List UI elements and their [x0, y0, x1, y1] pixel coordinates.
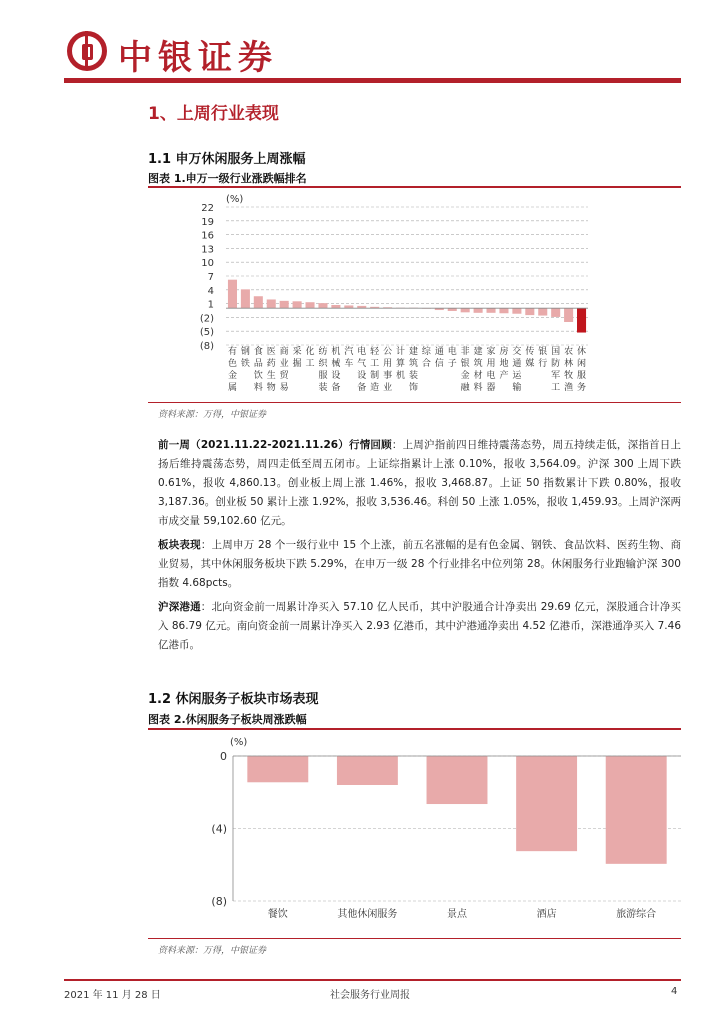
x-tick-label: 电子 [447, 347, 457, 369]
stock-connect-paragraph [158, 598, 681, 655]
bank-logo [67, 31, 107, 71]
logo-bar-mark [85, 31, 88, 67]
x-tick-label: 采掘 [292, 347, 302, 369]
bar [461, 308, 470, 312]
bar [280, 301, 289, 308]
x-tick-label: 通信 [434, 347, 444, 369]
y-tick-label: (5) [199, 327, 214, 339]
x-tick-label: 轻工制造 [370, 347, 380, 393]
footer-page-number: 4 [671, 986, 678, 997]
bar [525, 308, 534, 315]
bar [228, 280, 237, 309]
figure-1-source: 资料来源：万得，中银证券 [158, 410, 267, 420]
brand-name: 中银证券 [118, 38, 278, 78]
figure-2-source: 资料来源：万得，中银证券 [158, 946, 267, 956]
x-tick-label: 其他休闲服务 [337, 909, 398, 920]
x-tick-label: 食品饮料 [253, 347, 263, 393]
bar [448, 308, 457, 311]
x-tick-label: 公用事业 [383, 347, 393, 393]
footer-report-name: 社会服务行业周报 [330, 990, 410, 1001]
sector-performance-paragraph [158, 536, 681, 593]
y-tick-label: 22 [201, 203, 214, 214]
x-tick-label: 家用电器 [486, 347, 496, 393]
x-tick-label: 综合 [421, 347, 431, 369]
bar [267, 299, 276, 308]
bar [306, 302, 315, 308]
bar [499, 308, 508, 313]
y-axis-unit-label: (%) [226, 194, 244, 205]
x-tick-label: 旅游综合 [616, 909, 657, 920]
bar [331, 305, 340, 308]
y-tick-label: 4 [207, 285, 214, 297]
x-tick-label: 交通运输 [512, 347, 522, 393]
x-tick-label: 农林牧渔 [564, 347, 574, 393]
subsection-title-1: 1.1 申万休闲服务上周涨幅 [148, 152, 306, 167]
y-tick-label: 1 [207, 299, 214, 311]
bar [577, 308, 586, 332]
bar [538, 308, 547, 315]
x-tick-label: 传媒 [525, 347, 535, 369]
section-title: 1、上周行业表现 [148, 104, 279, 124]
bar [247, 756, 308, 782]
stock-connect-body: ：北向资金前一周累计净买入 57.10 亿人民币，其中沪股通合计净卖出 29.69 亿元，深股通合计净买入 86.79 亿元。南向资金前一周累计净买入 2.93 亿港币，其中沪港通净卖出 4.52 亿港币，深港通净买入 7.46 亿港币。 [158, 601, 682, 651]
bar [344, 305, 353, 308]
x-tick-label: 酒店 [536, 909, 557, 920]
x-tick-label: 化工 [305, 347, 315, 369]
x-tick-label: 纺织服装 [318, 347, 328, 393]
market-review-paragraph [158, 436, 681, 531]
figure-2-top-rule [148, 728, 681, 730]
bar [487, 308, 496, 313]
x-tick-label: 汽车 [344, 347, 354, 369]
subsector-bar-chart [148, 731, 681, 936]
x-tick-label: 国防军工 [551, 347, 561, 393]
subsection-title-2: 1.2 休闲服务子板块市场表现 [148, 692, 319, 707]
bar [254, 296, 263, 308]
x-tick-label: 钢铁 [240, 347, 250, 369]
x-tick-label: 电气设备 [357, 347, 367, 393]
bar [564, 308, 573, 322]
y-tick-label: 13 [201, 244, 214, 256]
x-tick-label: 计算机 [396, 347, 406, 381]
x-tick-label: 餐饮 [267, 909, 288, 920]
market-review-body: ：上周沪指前四日维持震荡态势，周五持续走低，深指首日上扬后维持震荡态势，周四走低至周五闭市。上证综指累计上涨 0.10%，报收 3,564.09。沪深 300 上周下跌 0.61%，报收 4,860.13。创业板上周上涨 1.46%，报收 3,468.87。上证 50 指数累计下跌 0.80%，报收 3,187.36。创业板 50 累计上涨 1.92%，报收 3,536.46。科创 50 上涨 1.05%，报收 1,459.93。上周沪深两市成交量 59,102.60 亿元。 [158, 439, 681, 527]
bar [241, 289, 250, 308]
sector-performance-body: ：上周申万 28 个一级行业中 15 个上涨，前五名涨幅的是有色金属、钢铁、食品饮料、医药生物、商业贸易，其中休闲服务板块下跌 5.29%，在申万一级 28 个行业排名中位列第 28。休闲服务行业跑输沪深 300 指数 4.68pcts。 [158, 539, 681, 589]
y-tick-label: 10 [201, 258, 214, 270]
y-tick-label: 19 [201, 216, 214, 228]
y-tick-label: (8) [199, 341, 214, 352]
y-tick-label: (2) [199, 313, 214, 325]
y-tick-label: 7 [207, 272, 214, 283]
bar [551, 308, 560, 317]
x-tick-label: 休闲服务 [577, 347, 587, 393]
y-tick-label: (4) [211, 822, 227, 836]
bar [318, 303, 327, 308]
x-tick-label: 房地产 [499, 347, 509, 381]
bar [516, 756, 577, 851]
x-tick-label: 景点 [447, 909, 467, 920]
figure-2-bottom-rule [148, 938, 681, 939]
x-tick-label: 有色金属 [227, 347, 237, 393]
x-tick-label: 银行 [538, 347, 548, 369]
footer-divider [64, 979, 681, 981]
figure-1-top-rule [148, 186, 681, 188]
x-tick-label: 建筑材料 [473, 347, 483, 393]
stock-connect-heading: 沪深港通 [158, 601, 201, 613]
bar [293, 301, 302, 308]
x-tick-label: 商业贸易 [279, 347, 289, 393]
x-tick-label: 医药生物 [266, 347, 276, 393]
x-tick-label: 非银金融 [460, 347, 470, 393]
figure-1-bottom-rule [148, 402, 681, 403]
figure-1-title: 图表 1.申万一级行业涨跌幅排名 [148, 172, 307, 185]
bar [474, 308, 483, 313]
y-axis-unit-label: (%) [230, 737, 248, 748]
bar [512, 308, 521, 314]
y-tick-label: (8) [211, 895, 227, 908]
footer-date: 2021 年 11 月 28 日 [64, 990, 161, 1001]
x-tick-label: 建筑装饰 [408, 347, 418, 393]
x-tick-label: 机械设备 [331, 347, 341, 393]
sector-performance-heading: 板块表现 [158, 539, 201, 551]
bar [427, 756, 488, 804]
header-divider [64, 78, 681, 83]
industry-bar-chart [148, 190, 681, 400]
bar [606, 756, 667, 864]
y-tick-label: 0 [220, 750, 227, 763]
market-review-heading: 前一周（2021.11.22-2021.11.26）行情回顾 [158, 439, 392, 451]
bar [337, 756, 398, 785]
figure-2-title: 图表 2.休闲服务子板块周涨跌幅 [148, 713, 307, 726]
y-tick-label: 16 [201, 230, 214, 242]
